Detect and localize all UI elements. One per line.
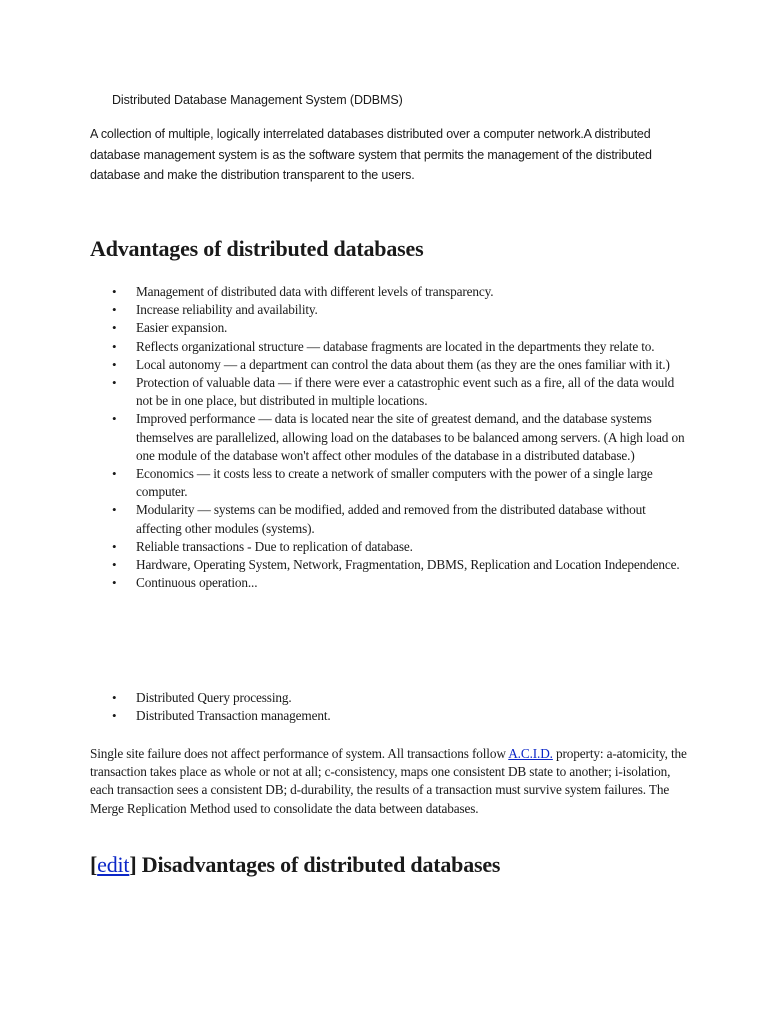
list-item: • Continuous operation... [90,574,690,592]
list-item: • Reflects organizational structure — database fragments are located in the departments they relate to. [90,338,690,356]
bracket: ] [129,852,137,877]
advantages-heading: Advantages of distributed databases [90,236,424,261]
list-item: • Improved performance — data is located near the site of greatest demand, and the database systems themselves are parallelized, allowing load on the databases to be balanced among servers. (A high load on one module of the database won't affect other modules of the database in a distributed database.) [90,410,690,465]
list-item: • Economics — it costs less to create a network of smaller computers with the power of a single large computer. [90,465,690,501]
edit-link[interactable]: edit [97,852,130,877]
list-item: • Reliable transactions - Due to replication of database. [90,538,690,556]
list-item: • Protection of valuable data — if there were ever a catastrophic event such as a fire, all of the data would not be in one place, but distributed in multiple locations. [90,374,690,410]
list-item: • Management of distributed data with different levels of transparency. [90,283,690,301]
disadvantages-heading-text: Disadvantages of distributed databases [136,852,501,877]
paragraph-text: Single site failure does not affect performance of system. All transactions follow [90,746,509,761]
list-item: • Distributed Query processing. [90,689,690,707]
list-item: • Distributed Transaction management. [90,707,690,725]
list-item: • Local autonomy — a department can control the data about them (as they are the ones familiar with it.) [90,356,690,374]
intro-paragraph: A collection of multiple, logically interrelated databases distributed over a computer network.A distributed database management system is as the software system that permits the management of the distributed database and make the distribution transparent to the users. [90,127,652,182]
disadvantages-heading [90,852,500,878]
list-item: • Modularity — systems can be modified, added and removed from the distributed database without affecting other modules (systems). [90,501,690,537]
list-item: • Increase reliability and availability. [90,301,690,319]
acid-link[interactable]: A.C.I.D. [508,746,553,761]
list-item: • Hardware, Operating System, Network, Fragmentation, DBMS, Replication and Location Independence. [90,556,690,574]
advantages-list [90,283,690,592]
paragraph-text: property: a-atomicity, the transaction takes place as whole or not at all; c-consistency, maps one consistent DB state to another; i-isolation, each transaction sees a consistent DB; d-durability, the results of a transaction must survive system failures. The Merge Replication Method used to consolidate the data between databases. [90,746,687,816]
list-item: • Easier expansion. [90,319,690,337]
bracket: [ [90,852,98,877]
document-title: Distributed Database Management System (DDBMS) [112,93,403,107]
advantages-extra-list [90,689,690,725]
acid-paragraph [90,745,690,818]
